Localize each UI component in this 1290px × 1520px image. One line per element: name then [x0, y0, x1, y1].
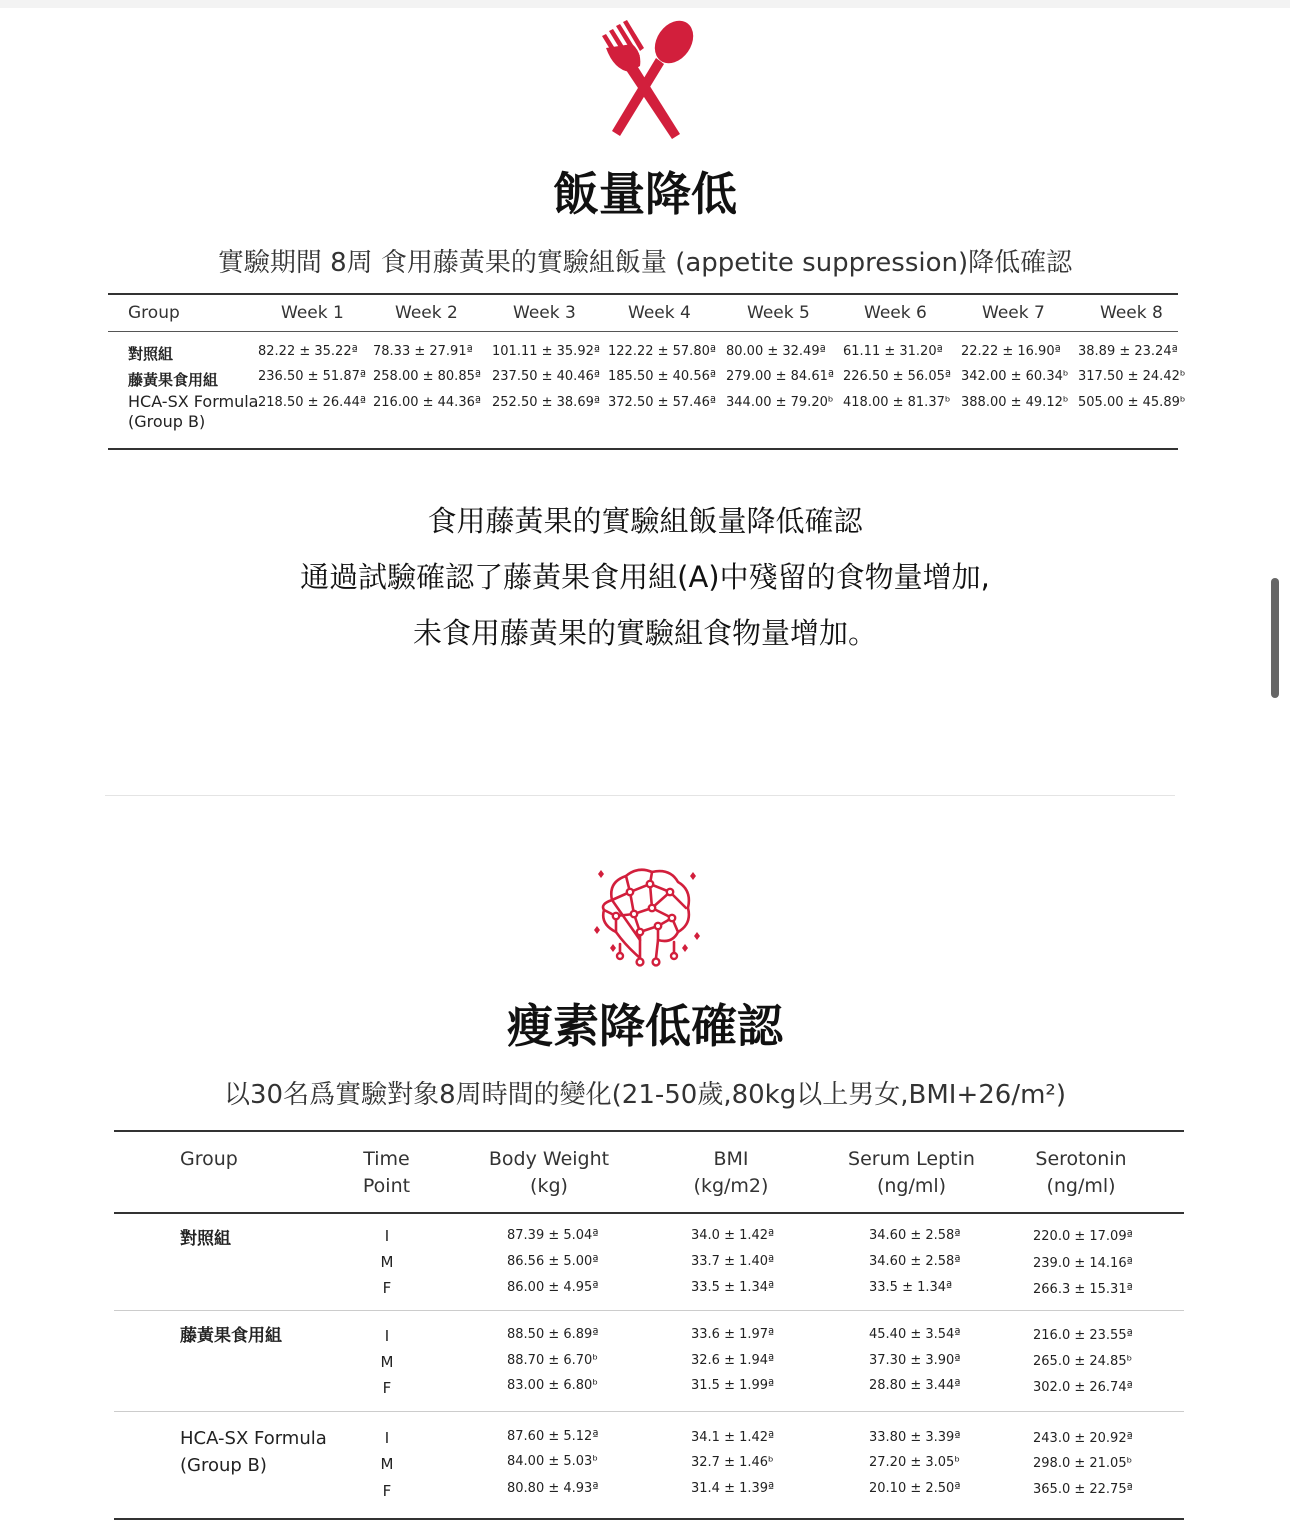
row-label-garcinia: 藤黃果食用組 [128, 371, 219, 389]
table-cell: 236.50 ± 51.87ª [258, 369, 366, 384]
header-group: Group [180, 1148, 238, 1170]
table-cell: 82.22 ± 35.22ª [258, 344, 358, 359]
section1-paragraph [0, 493, 1290, 661]
section2-title: 瘦素降低確認 [507, 999, 783, 1053]
time-point: M [380, 1353, 394, 1371]
table-cell: 237.50 ± 40.46ª [492, 369, 600, 384]
header-bmi: BMI (kg/m2) [693, 1148, 769, 1197]
table-cell: 122.22 ± 57.80ª [608, 344, 716, 359]
table-cell: 342.00 ± 60.34ᵇ [961, 369, 1069, 384]
table-cell: 344.00 ± 79.20ᵇ [726, 395, 834, 410]
table-cell: 34.60 ± 2.58ª [869, 1254, 961, 1269]
row-label-control: 對照組 [128, 345, 174, 363]
table-cell: 88.70 ± 6.70ᵇ [507, 1353, 598, 1368]
table-cell: 80.00 ± 32.49ª [726, 344, 826, 359]
table-cell: 220.0 ± 17.09ª [1033, 1229, 1133, 1244]
table-cell: 302.0 ± 26.74ª [1033, 1380, 1133, 1395]
group-label-hca-sx [180, 1425, 327, 1479]
table-cell: 265.0 ± 24.85ᵇ [1033, 1354, 1133, 1369]
table-cell: 33.5 ± 1.34ª [869, 1280, 953, 1295]
group-label-control: 對照組 [180, 1229, 231, 1249]
table-cell: 365.0 ± 22.75ª [1033, 1482, 1133, 1497]
leptin-table-header [114, 1132, 1184, 1214]
table-cell: 83.00 ± 6.80ᵇ [507, 1378, 598, 1393]
table-cell: 216.00 ± 44.36ª [373, 395, 481, 410]
table-cell: 34.60 ± 2.58ª [869, 1228, 961, 1243]
paragraph-line-2: 通過試驗確認了藤黃果食用組(A)中殘留的食物量增加, [300, 560, 990, 594]
leptin-table [114, 1130, 1184, 1520]
header-group: Group [128, 303, 180, 323]
table-cell: 372.50 ± 57.46ª [608, 395, 716, 410]
row-label-hca-sx-line2: (Group B) [128, 412, 206, 431]
table-cell: 34.1 ± 1.42ª [691, 1430, 775, 1445]
table-cell: 101.11 ± 35.92ª [492, 344, 600, 359]
header-body-weight: Body Weight (kg) [488, 1148, 610, 1197]
table-cell: 226.50 ± 56.05ª [843, 369, 951, 384]
table-cell: 45.40 ± 3.54ª [869, 1327, 961, 1342]
table-cell: 243.0 ± 20.92ª [1033, 1431, 1133, 1446]
time-point: I [384, 1227, 390, 1245]
time-point: F [382, 1379, 392, 1397]
table-cell: 33.80 ± 3.39ª [869, 1430, 961, 1445]
top-bar [0, 0, 1290, 8]
group-label-garcinia: 藤黃果食用組 [180, 1326, 282, 1346]
time-point: M [380, 1455, 394, 1473]
fork-spoon-icon [592, 14, 702, 142]
group-separator [114, 1310, 1184, 1311]
table-cell: 266.3 ± 15.31ª [1033, 1282, 1133, 1297]
table-cell: 258.00 ± 80.85ª [373, 369, 481, 384]
time-point: F [382, 1279, 392, 1297]
table-cell: 33.5 ± 1.34ª [691, 1280, 775, 1295]
table-cell: 31.4 ± 1.39ª [691, 1481, 775, 1496]
table-cell: 298.0 ± 21.05ᵇ [1033, 1456, 1133, 1471]
section1-title: 飯量降低 [553, 167, 737, 221]
table-cell: 33.7 ± 1.40ª [691, 1254, 775, 1269]
header-week-2: Week 2 [395, 303, 458, 323]
table-cell: 86.56 ± 5.00ª [507, 1254, 599, 1269]
table-cell: 37.30 ± 3.90ª [869, 1353, 961, 1368]
time-point: F [382, 1482, 392, 1500]
table-cell: 185.50 ± 40.56ª [608, 369, 716, 384]
table-cell: 84.00 ± 5.03ᵇ [507, 1454, 598, 1469]
brain-network-icon [590, 862, 702, 972]
header-week-3: Week 3 [513, 303, 576, 323]
section1-subtitle: 實驗期間 8周 食用藤黃果的實驗組飯量 (appetite suppression)降低確認 [217, 248, 1073, 278]
table-cell: 31.5 ± 1.99ª [691, 1378, 775, 1393]
table-cell: 34.0 ± 1.42ª [691, 1228, 775, 1243]
header-week-5: Week 5 [747, 303, 810, 323]
table-cell: 61.11 ± 31.20ª [843, 344, 943, 359]
table-cell: 279.00 ± 84.61ª [726, 369, 834, 384]
table-cell: 33.6 ± 1.97ª [691, 1327, 775, 1342]
row-label-hca-sx [128, 392, 258, 432]
table-cell: 388.00 ± 49.12ᵇ [961, 395, 1069, 410]
table-cell: 38.89 ± 23.24ª [1078, 344, 1178, 359]
group-label-hca-sx-line1: HCA-SX Formula [180, 1428, 327, 1449]
table-cell: 32.6 ± 1.94ª [691, 1353, 775, 1368]
group-separator [114, 1411, 1184, 1412]
page-scrollbar[interactable] [1271, 578, 1279, 698]
time-point: I [384, 1429, 390, 1447]
time-point: M [380, 1253, 394, 1271]
table-cell: 252.50 ± 38.69ª [492, 395, 600, 410]
table-cell: 28.80 ± 3.44ª [869, 1378, 961, 1393]
table-cell: 88.50 ± 6.89ª [507, 1327, 599, 1342]
header-serum-leptin: Serum Leptin (ng/ml) [848, 1148, 975, 1197]
table-cell: 20.10 ± 2.50ª [869, 1481, 961, 1496]
table-cell: 86.00 ± 4.95ª [507, 1280, 599, 1295]
row-label-hca-sx-line1: HCA-SX Formula [128, 392, 259, 411]
header-week-7: Week 7 [982, 303, 1045, 323]
time-point: I [384, 1327, 390, 1345]
table-cell: 218.50 ± 26.44ª [258, 395, 366, 410]
header-serotonin: Serotonin (ng/ml) [1035, 1148, 1127, 1197]
table-cell: 32.7 ± 1.46ᵇ [691, 1455, 774, 1470]
header-week-1: Week 1 [281, 303, 344, 323]
table-cell: 505.00 ± 45.89ᵇ [1078, 395, 1186, 410]
paragraph-line-1: 食用藤黃果的實驗組飯量降低確認 [427, 504, 863, 538]
table-cell: 27.20 ± 3.05ᵇ [869, 1455, 960, 1470]
section-divider [105, 795, 1175, 796]
table-cell: 87.60 ± 5.12ª [507, 1429, 599, 1444]
header-week-8: Week 8 [1100, 303, 1163, 323]
appetite-table-header [108, 295, 1178, 332]
header-time-point: Time Point [362, 1148, 411, 1197]
table-cell: 418.00 ± 81.37ᵇ [843, 395, 951, 410]
table-cell: 317.50 ± 24.42ᵇ [1078, 369, 1186, 384]
section2-subtitle: 以30名爲實驗對象8周時間的變化(21-50歲,80kg以上男女,BMI+26/m²) [224, 1080, 1066, 1110]
table-cell: 22.22 ± 16.90ª [961, 344, 1061, 359]
table-cell: 78.33 ± 27.91ª [373, 344, 473, 359]
table-cell: 216.0 ± 23.55ª [1033, 1328, 1133, 1343]
group-label-hca-sx-line2: (Group B) [180, 1455, 267, 1476]
header-week-6: Week 6 [864, 303, 927, 323]
header-week-4: Week 4 [628, 303, 691, 323]
appetite-table [108, 293, 1186, 450]
table-cell: 239.0 ± 14.16ª [1033, 1256, 1133, 1271]
table-cell: 80.80 ± 4.93ª [507, 1481, 599, 1496]
table-cell: 87.39 ± 5.04ª [507, 1228, 599, 1243]
paragraph-line-3: 未食用藤黃果的實驗組食物量增加。 [412, 616, 877, 650]
